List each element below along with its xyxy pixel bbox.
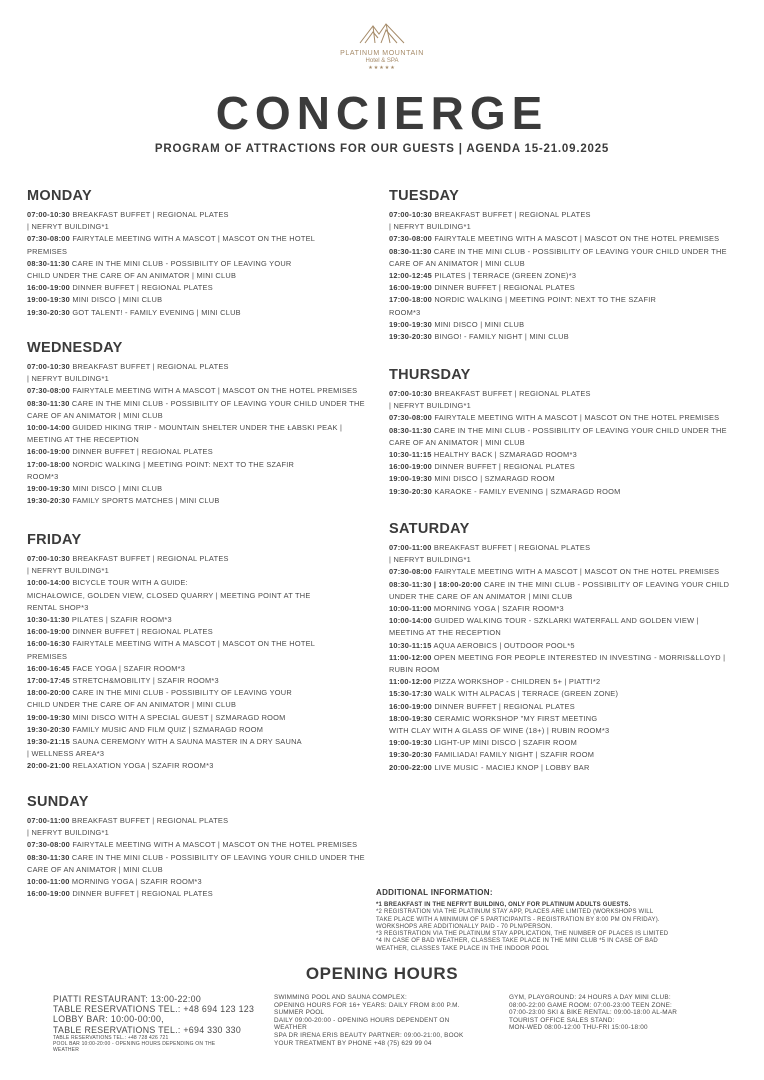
event-description: DINNER BUFFET | REGIONAL PLATES	[70, 627, 213, 637]
event-time: 20:00-22:00	[389, 762, 433, 772]
footnote: TAKE PLACE WITH A MINIMUM OF 5 PARTICIPANTS - REGISTRATION BY 8:00 PM ON FRIDAY).	[376, 916, 660, 923]
event-description: MINI DISCO | SZMARAGD ROOM	[432, 474, 555, 484]
schedule-entry	[27, 827, 379, 839]
event-time: 15:30-17:30	[389, 689, 433, 699]
event-description: CARE IN THE MINI CLUB - POSSIBILITY OF LEAVING YOUR CHILD UNDER THE	[69, 398, 365, 408]
event-time: 20:00-21:00	[27, 761, 71, 771]
event-description: | NEFRYT BUILDING*1	[389, 401, 471, 411]
opening-line: WEATHER	[274, 1024, 307, 1032]
event-description: CERAMIC WORKSHOP "MY FIRST MEETING	[432, 713, 598, 723]
brand-stars: ★★★★★	[368, 65, 396, 71]
event-description: RELAXATION YOGA | SZAFIR ROOM*3	[70, 761, 214, 771]
event-description: DINNER BUFFET | REGIONAL PLATES	[70, 283, 213, 293]
schedule-entry	[389, 566, 741, 578]
event-time: 08:30-11:30	[27, 258, 70, 268]
event-description: DINNER BUFFET | REGIONAL PLATES	[70, 889, 213, 899]
event-description: NORDIC WALKING | MEETING POINT: NEXT TO THE SZAFIR	[432, 295, 657, 305]
opening-hours-restaurants	[53, 994, 265, 1053]
opening-line: YOUR TREATMENT BY PHONE +48 (75) 629 99 04	[274, 1039, 432, 1047]
event-description: CARE OF AN ANIMATOR | MINI CLUB	[389, 258, 525, 268]
event-time: 08:30-11:30	[389, 246, 432, 256]
event-time: 10:00-14:00	[27, 578, 71, 588]
day-tuesday	[389, 188, 741, 343]
event-description: SAUNA CEREMONY WITH A SAUNA MASTER IN A DRY SAUNA	[70, 737, 302, 747]
opening-line: PIATTI RESTAURANT: 13:00-22:00	[53, 994, 202, 1004]
opening-line: TABLE RESERVATIONS TEL.: +48 694 123 123	[53, 1004, 255, 1015]
mountain-logo-icon	[359, 22, 405, 44]
event-description: MEETING AT THE RECEPTION	[389, 628, 501, 638]
event-time: 16:00-16:45	[27, 663, 71, 673]
day-heading: SUNDAY	[27, 794, 89, 810]
footnote: *2 REGISTRATION VIA THE PLATINUM STAY APP, PLACES ARE LIMITED (WORKSHOPS WILL	[376, 909, 654, 916]
page-subtitle: PROGRAM OF ATTRACTIONS FOR OUR GUESTS | AGENDA 15-21.09.2025	[154, 143, 610, 155]
event-time: 12:00-12:45	[389, 271, 433, 281]
event-description: CARE IN THE MINI CLUB - POSSIBILITY OF LEAVING YOUR CHILD	[481, 579, 730, 589]
schedule-entry	[27, 410, 379, 422]
schedule-entry	[389, 233, 741, 245]
event-description: CARE IN THE MINI CLUB - POSSIBILITY OF LEAVING YOUR CHILD UNDER THE	[431, 425, 727, 435]
schedule-entry	[27, 471, 379, 483]
schedule-entry	[27, 590, 379, 602]
event-description: CHILD UNDER THE CARE OF AN ANIMATOR | MINI CLUB	[27, 700, 237, 710]
event-description: FAIRYTALE MEETING WITH A MASCOT | MASCOT ON THE HOTEL	[70, 234, 316, 244]
day-heading: WEDNESDAY	[27, 340, 123, 356]
schedule-entry	[389, 652, 741, 664]
event-list	[389, 542, 741, 774]
event-time: 19:00-19:30	[27, 295, 71, 305]
event-description: | NEFRYT BUILDING*1	[27, 222, 109, 232]
opening-line-small: POOL BAR 10:00-20:00 - OPENING HOURS DEPENDING ON THE	[53, 1040, 216, 1047]
event-description: NORDIC WALKING | MEETING POINT: NEXT TO THE SZAFIR	[70, 459, 295, 469]
schedule-entry	[27, 459, 379, 471]
schedule-entry	[27, 712, 379, 724]
event-description: | NEFRYT BUILDING*1	[389, 555, 471, 565]
event-description: DINNER BUFFET | REGIONAL PLATES	[432, 701, 575, 711]
event-time: 19:00-19:30	[27, 484, 71, 494]
schedule-entry	[389, 258, 741, 270]
event-time: 08:30-11:30	[27, 398, 70, 408]
schedule-entry	[389, 437, 741, 449]
event-description: FAIRYTALE MEETING WITH A MASCOT | MASCOT ON THE HOTEL PREMISES	[70, 840, 358, 850]
event-time: 19:00-19:30	[389, 474, 433, 484]
event-description: MINI DISCO | MINI CLUB	[70, 484, 163, 494]
schedule-entry	[389, 282, 741, 294]
schedule-entry	[389, 425, 741, 437]
event-description: PILATES | SZAFIR ROOM*3	[69, 615, 172, 625]
event-time: 07:00-10:30	[389, 389, 433, 398]
event-time: 16:00-16:30	[27, 639, 71, 649]
opening-line: MON-WED 08:00-12:00 THU-FRI 15:00-18:00	[509, 1024, 648, 1032]
event-description: AQUA AEROBICS | OUTDOOR POOL*5	[431, 640, 575, 650]
event-time: 07:30-08:00	[389, 567, 433, 577]
event-description: FAMILY SPORTS MATCHES | MINI CLUB	[70, 496, 220, 506]
schedule-entry	[389, 319, 741, 331]
page-title: CONCIERGE	[215, 87, 549, 139]
event-description: BREAKFAST BUFFET | REGIONAL PLATES	[69, 816, 229, 825]
event-description: UNDER THE CARE OF AN ANIMATOR | MINI CLUB	[389, 591, 573, 601]
schedule-entry	[27, 294, 379, 306]
day-friday	[27, 532, 379, 773]
event-time: 19:30-20:30	[389, 486, 433, 496]
schedule-entry	[27, 852, 379, 864]
event-description: LIGHT-UP MINI DISCO | SZAFIR ROOM	[432, 738, 577, 748]
schedule-entry	[27, 483, 379, 495]
event-time: 07:00-11:00	[389, 543, 432, 552]
schedule-entry	[389, 486, 741, 498]
opening-line: OPENING HOURS FOR 16+ YEARS: DAILY FROM 8:00 P.M.	[274, 1001, 460, 1009]
event-description: | WELLNESS AREA*3	[27, 749, 105, 759]
schedule-entry	[27, 815, 379, 827]
event-description: CARE OF AN ANIMATOR | MINI CLUB	[389, 437, 525, 447]
event-time: 07:00-10:30	[27, 362, 71, 371]
schedule-entry	[27, 446, 379, 458]
opening-line: TOURIST OFFICE SALES STAND:	[509, 1016, 615, 1024]
event-description: ROOM*3	[27, 471, 59, 481]
event-description: RUBIN ROOM	[389, 665, 440, 675]
event-description: DINNER BUFFET | REGIONAL PLATES	[70, 447, 213, 457]
event-description: OPEN MEETING FOR PEOPLE INTERESTED IN INVESTING - MORRIS&LLOYD |	[431, 652, 726, 662]
schedule-entry	[27, 233, 379, 245]
schedule-entry	[389, 542, 741, 554]
day-heading: THURSDAY	[389, 367, 471, 383]
schedule-entry	[27, 687, 379, 699]
event-time: 17:00-18:00	[27, 459, 71, 469]
event-time: 16:00-19:00	[27, 447, 71, 457]
schedule-entry	[389, 554, 741, 566]
event-time: 17:00-18:00	[389, 295, 433, 305]
event-description: MINI DISCO | MINI CLUB	[70, 295, 163, 305]
day-heading: MONDAY	[27, 188, 92, 204]
event-description: MORNING YOGA | SZAFIR ROOM*3	[69, 877, 202, 887]
day-heading: TUESDAY	[389, 188, 460, 204]
event-description: BREAKFAST BUFFET | REGIONAL PLATES	[70, 554, 229, 563]
event-description: | NEFRYT BUILDING*1	[27, 566, 109, 576]
event-description: DINNER BUFFET | REGIONAL PLATES	[432, 462, 575, 472]
event-time: 08:30-11:30	[389, 425, 432, 435]
event-time: 16:00-19:00	[389, 283, 433, 293]
event-description: LIVE MUSIC - MACIEJ KNOP | LOBBY BAR	[432, 762, 590, 772]
event-description: FAMILY MUSIC AND FILM QUIZ | SZMARAGD ROOM	[70, 724, 264, 734]
footnote: *4 IN CASE OF BAD WEATHER, CLASSES TAKE PLACE IN THE MINI CLUB *5 IN CASE OF BAD	[376, 938, 658, 945]
event-description: DINNER BUFFET | REGIONAL PLATES	[432, 283, 575, 293]
event-description: PIZZA WORKSHOP - CHILDREN 5+ | PIATTI*2	[431, 677, 601, 687]
schedule-entry	[27, 495, 379, 507]
event-time: 07:00-10:30	[27, 554, 71, 563]
event-time: 19:30-20:30	[27, 724, 71, 734]
day-sunday	[27, 794, 379, 900]
event-description: CARE OF AN ANIMATOR | MINI CLUB	[27, 410, 163, 420]
event-description: | NEFRYT BUILDING*1	[27, 828, 109, 838]
event-list	[389, 209, 741, 343]
event-time: 16:00-19:00	[27, 283, 71, 293]
event-time: 16:00-19:00	[389, 462, 433, 472]
schedule-entry	[27, 434, 379, 446]
schedule-entry	[27, 422, 379, 434]
event-description: WALK WITH ALPACAS | TERRACE (GREEN ZONE)	[432, 689, 619, 699]
event-time: 07:30-08:00	[389, 413, 433, 423]
event-description: HEALTHY BACK | SZMARAGD ROOM*3	[431, 450, 577, 460]
opening-hours-title: OPENING HOURS	[305, 964, 459, 983]
schedule-entry	[389, 412, 741, 424]
event-description: BICYCLE TOUR WITH A GUIDE:	[70, 578, 188, 588]
event-time: 19:30-21:15	[27, 737, 71, 747]
event-time: 16:00-19:00	[389, 701, 433, 711]
event-time: 10:30-11:15	[389, 450, 432, 460]
day-thursday	[389, 367, 741, 498]
schedule-entry	[389, 473, 741, 485]
footnote: *3 REGISTRATION VIA THE PLATINUM STAY APPLICATION, THE NUMBER OF PLACES IS LIMITED	[376, 931, 669, 938]
footnote: WORKSHOPS ARE ADDITIONALLY PAID - 70 PLN/PERSON.	[376, 923, 553, 930]
event-description: | NEFRYT BUILDING*1	[389, 222, 471, 232]
schedule-entry	[389, 461, 741, 473]
event-description: FACE YOGA | SZAFIR ROOM*3	[70, 663, 186, 673]
opening-line: GYM, PLAYGROUND: 24 HOURS A DAY MINI CLUB:	[509, 994, 671, 1001]
schedule-entry	[27, 565, 379, 577]
schedule-entry	[389, 640, 741, 652]
event-description: BREAKFAST BUFFET | REGIONAL PLATES	[432, 210, 591, 219]
event-description: BREAKFAST BUFFET | REGIONAL PLATES	[70, 362, 229, 371]
additional-title: ADDITIONAL INFORMATION:	[376, 888, 493, 897]
event-description: PREMISES	[27, 651, 68, 661]
schedule-entry	[389, 331, 741, 343]
event-description: ROOM*3	[389, 307, 421, 317]
schedule-entry	[389, 676, 741, 688]
schedule-entry	[27, 663, 379, 675]
opening-line-small: WEATHER	[53, 1046, 80, 1053]
schedule-entry	[27, 876, 379, 888]
schedule-entry	[389, 209, 741, 221]
opening-line-small: TABLE RESERVATIONS TEL.: +48 728 426 721	[53, 1034, 169, 1041]
opening-hours-wellness	[274, 994, 502, 1047]
day-monday	[27, 188, 379, 319]
schedule-entry	[389, 701, 741, 713]
day-heading: SATURDAY	[389, 521, 470, 537]
day-saturday	[389, 521, 741, 774]
schedule-entry	[389, 270, 741, 282]
schedule-entry	[389, 688, 741, 700]
opening-line: 07:00-23:00 SKI & BIKE RENTAL: 09:00-18:00 AL-MAR	[509, 1009, 678, 1017]
event-time: 07:30-08:00	[389, 234, 433, 244]
event-description: MEETING AT THE RECEPTION	[27, 435, 139, 445]
event-time: 10:00-14:00	[389, 616, 433, 626]
event-description: GOT TALENT! - FAMILY EVENING | MINI CLUB	[70, 307, 241, 317]
event-description: CHILD UNDER THE CARE OF AN ANIMATOR | MINI CLUB	[27, 271, 237, 281]
event-time: 16:00-19:00	[27, 627, 71, 637]
schedule-entry	[27, 398, 379, 410]
schedule-entry	[27, 361, 379, 373]
event-description: FAIRYTALE MEETING WITH A MASCOT | MASCOT ON THE HOTEL PREMISES	[432, 567, 720, 577]
schedule-entry	[27, 373, 379, 385]
event-description: CARE OF AN ANIMATOR | MINI CLUB	[27, 864, 163, 874]
event-description: BREAKFAST BUFFET | REGIONAL PLATES	[431, 543, 591, 552]
day-wednesday	[27, 340, 379, 507]
schedule-entry	[389, 246, 741, 258]
schedule-entry	[27, 270, 379, 282]
event-time: 19:00-19:30	[389, 738, 433, 748]
event-time: 10:00-11:00	[389, 604, 432, 614]
event-description: FAIRYTALE MEETING WITH A MASCOT | MASCOT ON THE HOTEL PREMISES	[70, 386, 358, 396]
schedule-entry	[27, 638, 379, 650]
event-description: CARE IN THE MINI CLUB - POSSIBILITY OF LEAVING YOUR	[69, 258, 292, 268]
event-time: 19:00-19:30	[27, 712, 71, 722]
schedule-entry	[27, 651, 379, 663]
event-list	[27, 361, 379, 507]
schedule-entry	[389, 388, 741, 400]
event-time: 10:00-14:00	[27, 423, 71, 433]
schedule-entry	[27, 888, 379, 900]
opening-line: DAILY 09:00-20:00 - OPENING HOURS DEPENDENT ON	[274, 1016, 450, 1024]
event-description: FAMILIADA! FAMILY NIGHT | SZAFIR ROOM	[432, 750, 595, 760]
event-time: 07:30-08:00	[27, 386, 71, 396]
schedule-entry	[389, 579, 741, 591]
event-description: BREAKFAST BUFFET | REGIONAL PLATES	[432, 389, 591, 398]
footnote: *1 BREAKFAST IN THE NEFRYT BUILDING, ONLY FOR PLATINUM ADULTS GUESTS.	[376, 902, 631, 908]
event-time: 19:30-20:30	[389, 750, 433, 760]
schedule-entry	[389, 449, 741, 461]
event-description: CARE IN THE MINI CLUB - POSSIBILITY OF LEAVING YOUR CHILD UNDER THE	[69, 852, 365, 862]
schedule-entry	[27, 699, 379, 711]
opening-line: SPA DR IRENA ERIS BEAUTY PARTNER: 09:00-21:00, BOOK	[274, 1031, 464, 1039]
brand-name: PLATINUM MOUNTAIN	[340, 50, 424, 57]
schedule-entry	[27, 626, 379, 638]
schedule-entry	[27, 307, 379, 319]
event-time: 18:00-19:30	[389, 713, 433, 723]
schedule-entry	[389, 627, 741, 639]
opening-line: SWIMMING POOL AND SAUNA COMPLEX:	[274, 994, 407, 1001]
event-description: RENTAL SHOP*3	[27, 602, 89, 612]
event-description: | NEFRYT BUILDING*1	[27, 374, 109, 384]
schedule-entry	[389, 737, 741, 749]
event-description: FAIRYTALE MEETING WITH A MASCOT | MASCOT ON THE HOTEL	[70, 639, 316, 649]
event-time: 10:00-11:00	[27, 877, 70, 887]
schedule-entry	[27, 209, 379, 221]
opening-line: 08:00-22:00 GAME ROOM: 07:00-23:00 TEEN ZONE:	[509, 1001, 673, 1009]
footnote: WEATHER, CLASSES TAKE PLACE IN THE INDOOR POOL	[376, 945, 550, 952]
schedule-entry	[389, 664, 741, 676]
event-description: GUIDED WALKING TOUR - SZKLARKI WATERFALL AND GOLDEN VIEW |	[432, 616, 699, 626]
schedule-entry	[389, 762, 741, 774]
event-description: CARE IN THE MINI CLUB - POSSIBILITY OF LEAVING YOUR	[70, 688, 292, 698]
event-time: 19:30-20:30	[27, 307, 71, 317]
schedule-entry	[389, 400, 741, 412]
event-time: 11:00-12:00	[389, 652, 432, 662]
schedule-entry	[27, 736, 379, 748]
event-time: 07:00-10:30	[27, 210, 71, 219]
event-list	[389, 388, 741, 498]
schedule-entry	[27, 614, 379, 626]
schedule-entry	[27, 221, 379, 233]
event-time: 07:00-10:30	[389, 210, 433, 219]
opening-line: TABLE RESERVATIONS TEL.: +694 330 330	[53, 1024, 242, 1035]
opening-hours-activities	[509, 994, 737, 1032]
schedule-entry	[27, 385, 379, 397]
event-description: PREMISES	[27, 246, 68, 256]
event-description: MICHAŁOWICE, GOLDEN VIEW, CLOSED QUARRY | MEETING POINT AT THE	[27, 590, 311, 600]
event-description: WITH CLAY WITH A GLASS OF WINE (18+) | RUBIN ROOM*3	[389, 726, 610, 736]
brand-subtitle: Hotel & SPA	[365, 58, 399, 64]
schedule-entry	[389, 307, 741, 319]
schedule-entry	[27, 246, 379, 258]
event-description: STRETCH&MOBILITY | SZAFIR ROOM*3	[70, 676, 219, 686]
schedule-entry	[389, 591, 741, 603]
schedule-entry	[27, 839, 379, 851]
schedule-entry	[27, 577, 379, 589]
event-time: 19:30-20:30	[27, 496, 71, 506]
event-description: CARE IN THE MINI CLUB - POSSIBILITY OF LEAVING YOUR CHILD UNDER THE	[431, 246, 727, 256]
schedule-entry	[27, 602, 379, 614]
schedule-entry	[27, 553, 379, 565]
opening-line: LOBBY BAR: 10:00-00:00,	[53, 1014, 164, 1025]
event-time: 07:30-08:00	[27, 840, 71, 850]
schedule-entry	[389, 294, 741, 306]
event-description: MINI DISCO WITH A SPECIAL GUEST | SZMARAGD ROOM	[70, 712, 286, 722]
event-description: PILATES | TERRACE (GREEN ZONE)*3	[432, 271, 577, 281]
event-description: FAIRYTALE MEETING WITH A MASCOT | MASCOT ON THE HOTEL PREMISES	[432, 234, 720, 244]
day-heading: FRIDAY	[27, 532, 82, 548]
schedule-entry	[389, 713, 741, 725]
schedule-entry	[27, 748, 379, 760]
event-description: BREAKFAST BUFFET | REGIONAL PLATES	[70, 210, 229, 219]
event-description: BINGO! - FAMILY NIGHT | MINI CLUB	[432, 332, 569, 342]
event-list	[27, 209, 379, 319]
schedule-entry	[27, 760, 379, 772]
schedule-entry	[389, 749, 741, 761]
schedule-entry	[27, 724, 379, 736]
event-time: 16:00-19:00	[27, 889, 71, 899]
event-list	[27, 815, 379, 900]
event-time: 18:00-20:00	[27, 688, 71, 698]
event-time: 08:30-11:30 | 18:00-20:00	[389, 579, 482, 589]
schedule-entry	[27, 282, 379, 294]
event-time: 19:30-20:30	[389, 332, 433, 342]
event-time: 08:30-11:30	[27, 852, 70, 862]
hotel-logo	[0, 22, 764, 71]
schedule-entry	[27, 864, 379, 876]
event-description: GUIDED HIKING TRIP - MOUNTAIN SHELTER UNDER THE ŁABSKI PEAK |	[70, 423, 343, 433]
schedule-entry	[27, 675, 379, 687]
additional-information	[376, 888, 740, 953]
event-description: FAIRYTALE MEETING WITH A MASCOT | MASCOT ON THE HOTEL PREMISES	[432, 413, 720, 423]
event-description: MINI DISCO | MINI CLUB	[432, 319, 525, 329]
event-list	[27, 553, 379, 773]
event-time: 11:00-12:00	[389, 677, 432, 687]
schedule-entry	[389, 725, 741, 737]
schedule-entry	[389, 221, 741, 233]
schedule-entry	[27, 258, 379, 270]
event-description: MORNING YOGA | SZAFIR ROOM*3	[431, 604, 564, 614]
event-time: 10:30-11:15	[389, 640, 432, 650]
event-time: 07:30-08:00	[27, 234, 71, 244]
event-time: 07:00-11:00	[27, 816, 70, 825]
event-time: 19:00-19:30	[389, 319, 433, 329]
event-time: 10:30-11:30	[27, 615, 70, 625]
event-time: 17:00-17:45	[27, 676, 71, 686]
opening-line: SUMMER POOL	[274, 1009, 325, 1017]
schedule-entry	[389, 603, 741, 615]
schedule-entry	[389, 615, 741, 627]
event-description: KARAOKE - FAMILY EVENING | SZMARAGD ROOM	[432, 486, 621, 496]
